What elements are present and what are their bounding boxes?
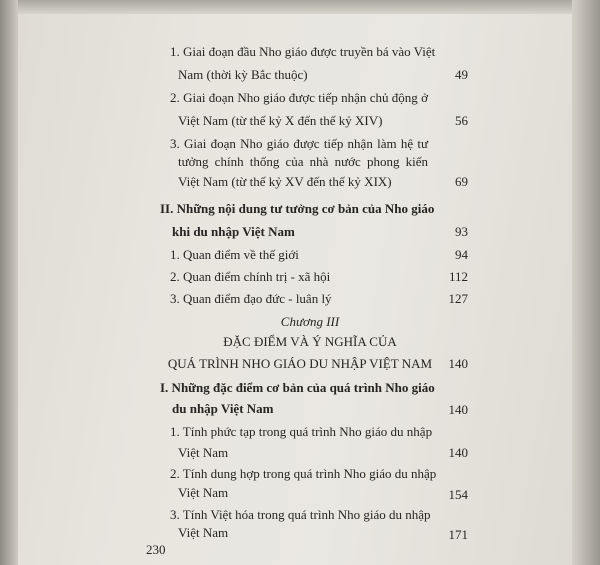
page-edge-right (572, 0, 600, 565)
toc-line: 1. Giai đoạn đầu Nho giáo được truyền bá vào Việt (170, 44, 436, 59)
toc-page-number: 140 (448, 356, 468, 371)
toc-page-number: 69 (455, 174, 468, 189)
toc-line: 1. Tính phức tạp trong quá trình Nho giáo du nhập (170, 424, 433, 439)
chapter-label: Chương III (280, 314, 340, 329)
toc-line: Việt Nam (từ thế kỷ X đến thế kỷ XIV) (178, 113, 383, 128)
toc-page-number: 171 (448, 527, 468, 542)
toc-line: 2. Tính dung hợp trong quá trình Nho giáo du nhập (170, 466, 437, 481)
toc-line: khi du nhập Việt Nam (172, 224, 295, 239)
toc-line: Nam (thời kỳ Bắc thuộc) (178, 67, 308, 82)
toc-page-number: 140 (448, 402, 468, 417)
toc-page-number: 154 (448, 487, 468, 502)
page-edge-top (0, 0, 600, 14)
toc-line: 3. Quan điểm đạo đức - luân lý (170, 291, 332, 306)
toc-page-number: 56 (455, 113, 468, 128)
page-number-footer: 230 (146, 542, 166, 557)
toc-section (160, 376, 435, 399)
toc-entry-cont (178, 481, 228, 504)
toc-line: tưởng chính thống của nhà nước phong kiến (178, 154, 428, 169)
toc-line: Việt Nam (178, 525, 229, 540)
toc-entry-cont (178, 170, 392, 193)
page-edge-left (0, 0, 18, 565)
toc-entry-cont (178, 63, 308, 86)
toc-line: I. Những đặc điểm cơ bản của quá trình Nho giáo (160, 380, 435, 395)
toc-page-number: 49 (455, 67, 468, 82)
toc-entry (170, 265, 330, 288)
toc-page-number: 112 (448, 269, 468, 284)
chapter-title-line: QUÁ TRÌNH NHO GIÁO DU NHẬP VIỆT NAM (167, 356, 433, 371)
toc-entry-cont (178, 521, 228, 544)
toc-line: Việt Nam (từ thế kỷ XV đến thế kỷ XIX) (178, 174, 392, 189)
toc-line: II. Những nội dung tư tưởng cơ bản của Nho giáo (160, 201, 435, 216)
toc-line: 2. Quan điểm chính trị - xã hội (170, 269, 331, 284)
toc-entry (170, 420, 433, 443)
toc-entry (170, 243, 299, 266)
toc-entry-cont (178, 441, 228, 464)
toc-line: 3. Tính Việt hóa trong quá trình Nho giáo du nhập (170, 507, 431, 522)
toc-line: 3. Giai đoạn Nho giáo được tiếp nhận làm hệ tư (170, 136, 428, 151)
toc-entry-cont (178, 109, 382, 132)
toc-page-number: 140 (448, 445, 468, 460)
toc-entry (170, 40, 436, 63)
toc-section-cont (172, 220, 295, 243)
toc-entry (170, 86, 428, 109)
toc-section-cont (172, 397, 274, 420)
toc-page-number: 127 (448, 291, 468, 306)
toc-line: 2. Giai đoạn Nho giáo được tiếp nhận chủ động ở (170, 90, 428, 105)
toc-line: Việt Nam (178, 445, 229, 460)
toc-page-number: 93 (455, 224, 468, 239)
toc-line: 1. Quan điểm về thế giới (170, 247, 299, 262)
toc-line: du nhập Việt Nam (172, 401, 274, 416)
toc-entry (170, 287, 332, 310)
chapter-title-line: ĐẶC ĐIỂM VÀ Ý NGHĨA CỦA (223, 334, 397, 349)
toc-page-number: 94 (455, 247, 468, 262)
toc-line: Việt Nam (178, 485, 229, 500)
toc-section (160, 197, 435, 220)
